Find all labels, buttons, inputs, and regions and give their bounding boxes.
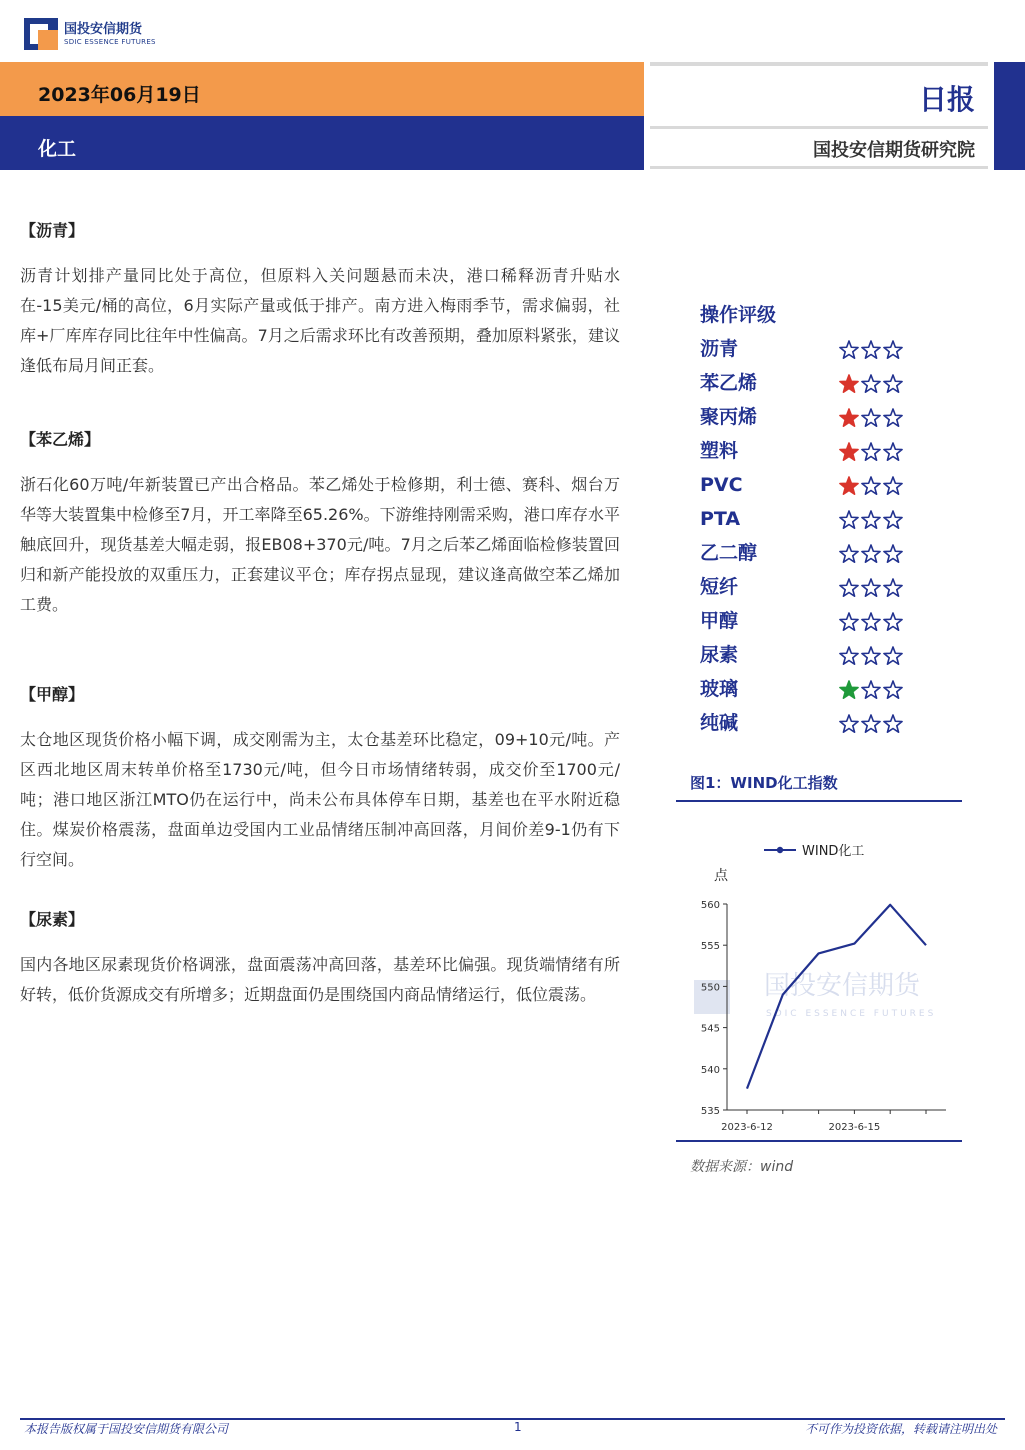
star-filled-icon [840, 375, 858, 392]
section-methanol [20, 682, 620, 875]
rating-row [700, 334, 920, 368]
star-outline-icon [840, 579, 858, 596]
rating-stars [838, 544, 904, 564]
figure-bottom-rule [676, 1140, 962, 1142]
header-accent-block [994, 62, 1025, 170]
rating-product-name: 玻璃 [700, 678, 739, 700]
y-tick-label: 555 [700, 941, 720, 953]
rating-panel [700, 300, 920, 742]
chart-svg [676, 804, 962, 1140]
rating-product-name: PTA [700, 508, 741, 530]
wind-chemical-index-chart [676, 804, 962, 1140]
star-outline-icon [840, 511, 858, 528]
star-outline-icon [884, 613, 902, 630]
rating-stars [838, 408, 904, 428]
star-outline-icon [884, 647, 902, 664]
star-outline-icon [862, 647, 880, 664]
y-tick-label: 535 [700, 1106, 720, 1117]
page-number: 1 [514, 1420, 522, 1434]
header-divider [650, 126, 988, 129]
institute-name: 国投安信期货研究院 [813, 140, 975, 161]
company-logo [24, 16, 164, 56]
y-axis-unit: 点 [714, 868, 728, 884]
x-tick-label: 2023-6-12 [721, 1122, 773, 1133]
star-outline-icon [884, 545, 902, 562]
rating-stars [838, 612, 904, 632]
star-filled-icon [840, 681, 858, 698]
star-outline-icon [884, 477, 902, 494]
rating-product-name: 乙二醇 [700, 542, 758, 564]
rating-product-name: 尿素 [700, 644, 739, 666]
rating-stars [838, 442, 904, 462]
legend-label: WIND化工 [802, 844, 865, 859]
footer-disclaimer: 不可作为投资依据，转载请注明出处 [804, 1422, 997, 1436]
star-outline-icon [862, 715, 880, 732]
rating-product-name: PVC [700, 474, 743, 496]
rating-stars [838, 714, 904, 734]
star-outline-icon [862, 375, 880, 392]
star-outline-icon [840, 715, 858, 732]
star-outline-icon [884, 579, 902, 596]
rating-stars [838, 578, 904, 598]
star-outline-icon [884, 715, 902, 732]
watermark-text: 国投安信期货 [764, 971, 921, 1001]
report-date: 2023年06月19日 [38, 84, 201, 106]
star-outline-icon [862, 613, 880, 630]
rating-row [700, 572, 920, 606]
star-outline-icon [862, 681, 880, 698]
rating-row [700, 504, 920, 538]
star-outline-icon [884, 681, 902, 698]
rating-row [700, 436, 920, 470]
legend-marker [777, 847, 783, 853]
star-outline-icon [884, 375, 902, 392]
rating-stars [838, 646, 904, 666]
star-filled-icon [840, 443, 858, 460]
section-body: 国内各地区尿素现货价格调涨，盘面震荡冲高回落，基差环比偏强。现货端情绪有所好转，低价货源成交有所增多；近期盘面仍是围绕国内商品情绪运行，低位震荡。 [20, 955, 620, 1004]
rating-row [700, 640, 920, 674]
rating-stars [838, 340, 904, 360]
star-outline-icon [862, 545, 880, 562]
logo-text-en: SDIC ESSENCE FUTURES [64, 38, 156, 46]
header-sector-bar [0, 116, 644, 170]
x-tick-label: 2023-6-15 [828, 1122, 881, 1133]
logo-mark-icon [24, 18, 58, 50]
rating-product-name: 塑料 [700, 440, 739, 462]
section-title: 【尿素】 [20, 910, 85, 929]
rating-stars [838, 374, 904, 394]
footer-copyright: 本报告版权属于国投安信期货有限公司 [24, 1422, 229, 1436]
rating-row [700, 470, 920, 504]
y-tick-label: 550 [700, 982, 720, 994]
rating-title: 操作评级 [700, 304, 777, 326]
rating-product-name: 短纤 [700, 576, 739, 598]
star-outline-icon [884, 409, 902, 426]
logo-text-cn: 国投安信期货 [64, 22, 143, 37]
star-filled-icon [840, 409, 858, 426]
report-type: 日报 [918, 83, 975, 116]
rating-stars [838, 476, 904, 496]
section-title: 【甲醇】 [20, 685, 85, 704]
report-sector: 化工 [38, 138, 77, 160]
section-styrene [20, 427, 620, 620]
section-asphalt [20, 218, 620, 381]
rating-product-name: 沥青 [700, 338, 739, 360]
rating-row [700, 606, 920, 640]
figure-top-rule [676, 800, 962, 802]
star-outline-icon [884, 511, 902, 528]
star-outline-icon [862, 443, 880, 460]
section-body: 浙石化60万吨/年新装置已产出合格品。苯乙烯处于检修期，利士德、赛科、烟台万华等大装置集中检修至7月，开工率降至65.26%。下游维持刚需采购，港口库存水平触底回升，现货基差大幅走弱，报EB08+370元/吨。7月之后苯乙烯面临检修装置回归和新产能投放的双重压力，正套建议平仓；库存拐点显现，建议逢高做空苯乙烯加工费。 [20, 475, 620, 614]
star-outline-icon [862, 409, 880, 426]
section-body: 太仓地区现货价格小幅下调，成交刚需为主，太仓基差环比稳定，09+10元/吨。产区西北地区周末转单价格至1730元/吨，但今日市场情绪转弱，成交价至1700元/吨；港口地区浙江MTO仍在运行中，尚未公布具体停车日期，基差也在平水附近稳住。煤炭价格震荡，盘面单边受国内工业品情绪压制冲高回落，月间价差9-1仍有下行空间。 [20, 730, 620, 869]
section-body: 沥青计划排产量同比处于高位，但原料入关问题悬而未决，港口稀释沥青升贴水在-15美元/桶的高位，6月实际产量或低于排产。南方进入梅雨季节，需求偏弱，社库+厂库库存同比往年中性偏高。7月之后需求环比有改善预期，叠加原料紧张，建议逢低布局月间正套。 [20, 266, 620, 375]
rating-row [700, 708, 920, 742]
star-outline-icon [840, 341, 858, 358]
rating-list [700, 334, 920, 742]
header-divider [650, 166, 988, 169]
rating-row [700, 674, 920, 708]
watermark-subtext: SDIC ESSENCE FUTURES [766, 1009, 937, 1019]
rating-product-name: 聚丙烯 [700, 406, 758, 428]
rating-row [700, 538, 920, 572]
star-outline-icon [862, 579, 880, 596]
figure-source: 数据来源：wind [690, 1159, 794, 1175]
star-outline-icon [840, 613, 858, 630]
section-title: 【苯乙烯】 [20, 430, 101, 449]
rating-product-name: 甲醇 [700, 610, 739, 632]
y-tick-label: 540 [700, 1064, 720, 1076]
header-divider [650, 62, 988, 66]
star-outline-icon [840, 647, 858, 664]
rating-row [700, 402, 920, 436]
rating-product-name: 纯碱 [700, 712, 739, 734]
rating-row [700, 368, 920, 402]
star-filled-icon [840, 477, 858, 494]
star-outline-icon [862, 511, 880, 528]
star-outline-icon [862, 477, 880, 494]
figure-title: 图1：WIND化工指数 [690, 774, 838, 792]
rating-stars [838, 680, 904, 700]
star-outline-icon [884, 341, 902, 358]
section-urea [20, 907, 620, 1010]
rating-stars [838, 510, 904, 530]
rating-product-name: 苯乙烯 [700, 372, 758, 394]
star-outline-icon [884, 443, 902, 460]
y-tick-label: 560 [700, 900, 720, 911]
y-tick-label: 545 [700, 1023, 720, 1035]
star-outline-icon [862, 341, 880, 358]
star-outline-icon [840, 545, 858, 562]
section-title: 【沥青】 [20, 221, 85, 240]
